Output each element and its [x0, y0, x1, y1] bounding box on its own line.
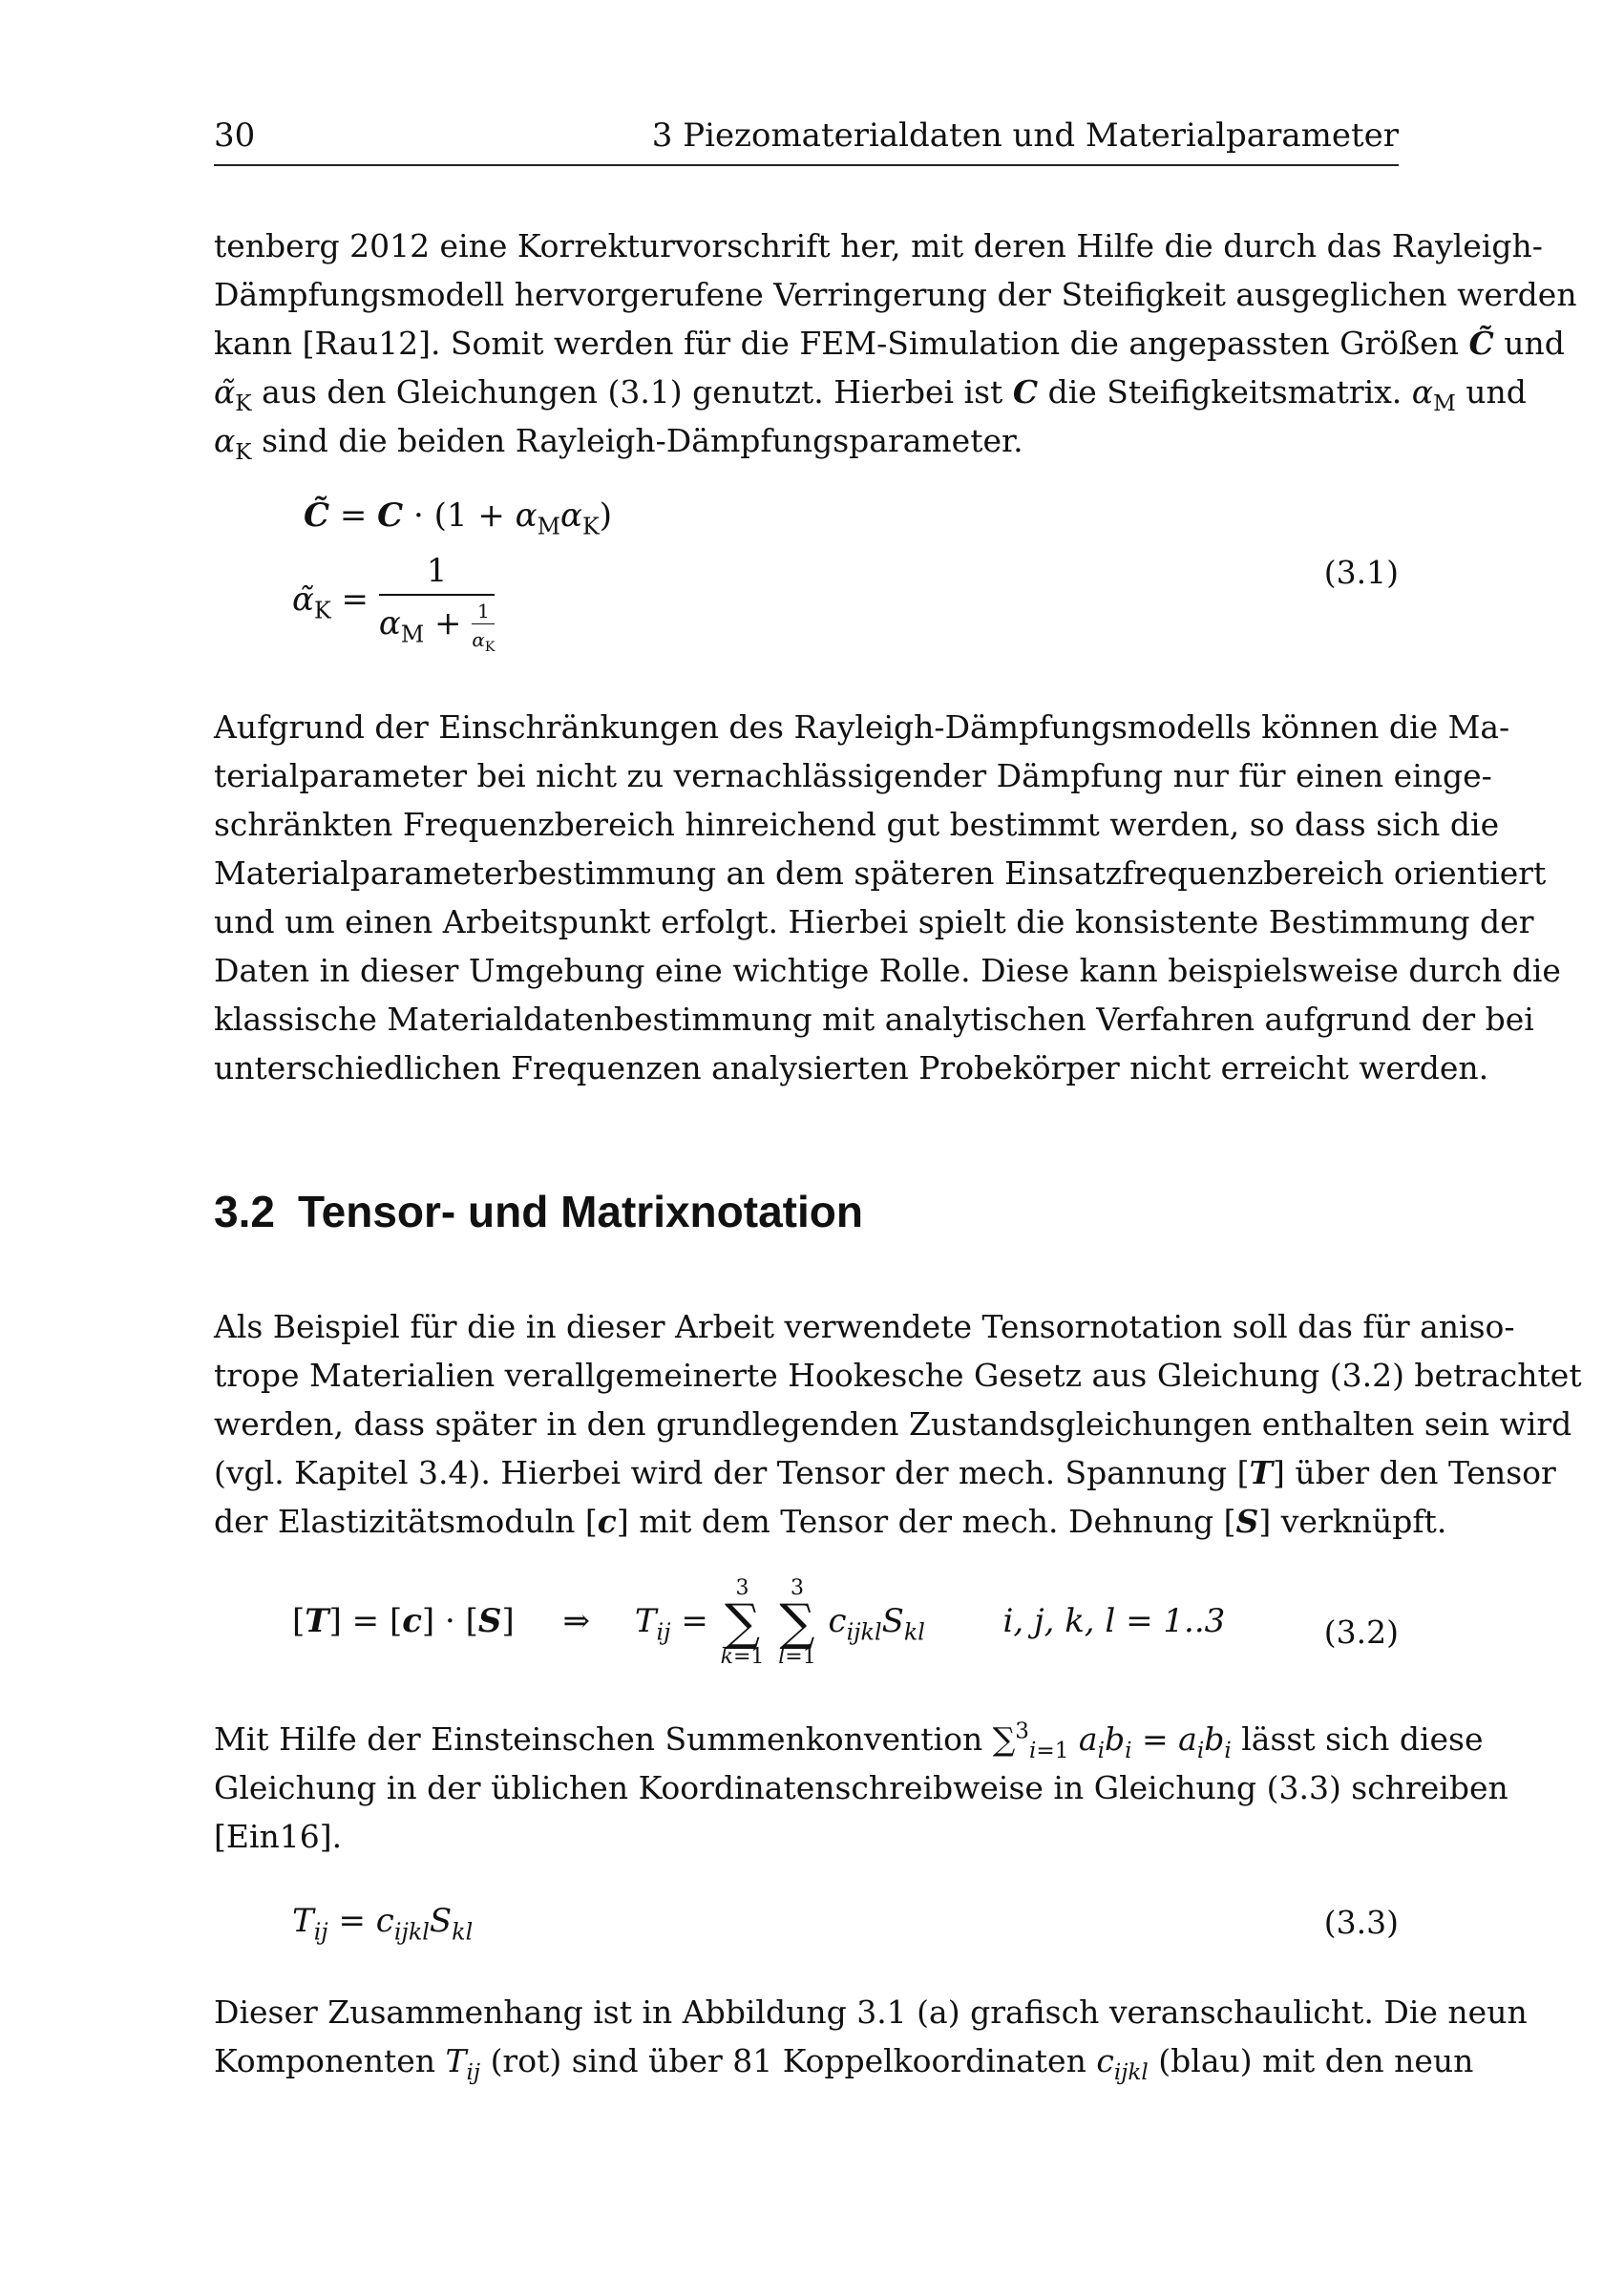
- text-line: tenberg 2012 eine Korrekturvorschrift her, mit deren Hilfe die durch das Rayleigh-: [214, 227, 1543, 264]
- paragraph-einstein-summation: [214, 1715, 1508, 1861]
- text-line: klassische Materialdatenbestimmung mit analytischen Verfahren aufgrund der bei: [214, 1001, 1534, 1038]
- text-line: Daten in dieser Umgebung eine wichtige Rolle. Diese kann beispielsweise durch die: [214, 952, 1561, 989]
- fraction: 1 $\alpha_M$ + $\frac{1}{\alpha_K}$: [378, 552, 496, 655]
- chapter-title: 3 Piezomaterialdaten und Materialparameter: [651, 116, 1399, 155]
- paragraph-tensor-notation: [214, 1302, 1582, 1546]
- section-title: Tensor- und Matrixnotation: [297, 1187, 863, 1236]
- text-line: [Ein16].: [214, 1818, 343, 1855]
- paragraph-limitations: [214, 703, 1561, 1092]
- text-line: Mit Hilfe der Einsteinschen Summenkonvention ∑$^3_{i=1}$ $a_ib_i = a_ib_i$ lässt sich diese: [214, 1719, 1484, 1764]
- text-line: terialparameter bei nicht zu vernachlässigender Dämpfung nur für einen einge-: [214, 757, 1492, 794]
- text-line: kann [Rau12]. Somit werden für die FEM-Simulation die angepassten Größen C̃ und: [214, 325, 1565, 362]
- running-header: [214, 116, 1399, 166]
- sum-symbol: 3 ∑ l=1: [778, 1576, 816, 1669]
- text-line: Komponenten $T_{ij}$ (rot) sind über 81 Koppelkoordinaten $c_{ijkl}$ (blau) mit den neun: [214, 2042, 1474, 2086]
- equation-3-3: $T_{ij} = c_{ijkl}S_{kl}$: [292, 1902, 474, 1946]
- text-line: Dieser Zusammenhang ist in Abbildung 3.1 (a) grafisch veranschaulicht. Die neun: [214, 1993, 1528, 2031]
- text-line: Als Beispiel für die in dieser Arbeit verwendete Tensornotation soll das für aniso-: [214, 1308, 1515, 1345]
- equation-3-1-line-2: $\alphã_K$ = 1 $\alpha_M$ + $\frac{1}{\alpha_K}$: [292, 552, 496, 655]
- sum-symbol: 3 ∑ k=1: [720, 1576, 765, 1669]
- text-line: (vgl. Kapitel 3.4). Hierbei wird der Tensor der mech. Spannung [T] über den Tensor: [214, 1454, 1556, 1491]
- equation-number: (3.2): [1323, 1614, 1399, 1651]
- text-line: $\alpha_K$ sind die beiden Rayleigh-Dämpfungsparameter.: [214, 422, 1023, 466]
- text-line: werden, dass später in den grundlegenden Zustandsgleichungen enthalten sein wird: [214, 1405, 1572, 1443]
- text-line: $\alphã_K$ aus den Gleichungen (3.1) genutzt. Hierbei ist C die Steifigkeitsmatrix. $\alpha_M$ und: [214, 373, 1527, 417]
- text-line: und um einen Arbeitspunkt erfolgt. Hierbei spielt die konsistente Bestimmung der: [214, 903, 1534, 940]
- text-line: schränkten Frequenzbereich hinreichend gut bestimmt werden, so dass sich die: [214, 806, 1500, 843]
- section-heading: [214, 1186, 863, 1237]
- equation-number: (3.3): [1323, 1904, 1399, 1941]
- section-number: 3.2: [214, 1187, 275, 1236]
- paragraph-rayleigh-correction: [214, 221, 1577, 466]
- equation-3-2: [T] = [c] · [S] ⇒ $T_{ij}$ = 3 ∑ k=1 3 ∑ l=1 $c_{ijkl}S_{kl}$ i, j, k, l = 1..3: [292, 1576, 1226, 1669]
- text-line: Aufgrund der Einschränkungen des Rayleigh-Dämpfungsmodells können die Ma-: [214, 708, 1510, 746]
- index-range: i, j, k, l = 1..3: [1002, 1602, 1226, 1640]
- text-line: trope Materialien verallgemeinerte Hookesche Gesetz aus Gleichung (3.2) betrachtet: [214, 1357, 1582, 1394]
- equation-3-1-line-1: C̃ = $C \cdot (1 + \alpha_M\alpha_K)$: [304, 496, 613, 540]
- text-line: Dämpfungsmodell hervorgerufene Verringerung der Steifigkeit ausgeglichen werden: [214, 276, 1577, 313]
- page-number: 30: [214, 116, 256, 155]
- equation-number: (3.1): [1323, 554, 1399, 591]
- text-line: Materialparameterbestimmung an dem späteren Einsatzfrequenzbereich orientiert: [214, 854, 1547, 892]
- paragraph-figure-reference: [214, 1988, 1528, 2086]
- text-line: Gleichung in der üblichen Koordinatenschreibweise in Gleichung (3.3) schreiben: [214, 1769, 1508, 1806]
- text-line: unterschiedlichen Frequenzen analysierten Probekörper nicht erreicht werden.: [214, 1049, 1489, 1086]
- text-line: der Elastizitätsmoduln [c] mit dem Tensor der mech. Dehnung [S] verknüpft.: [214, 1503, 1447, 1540]
